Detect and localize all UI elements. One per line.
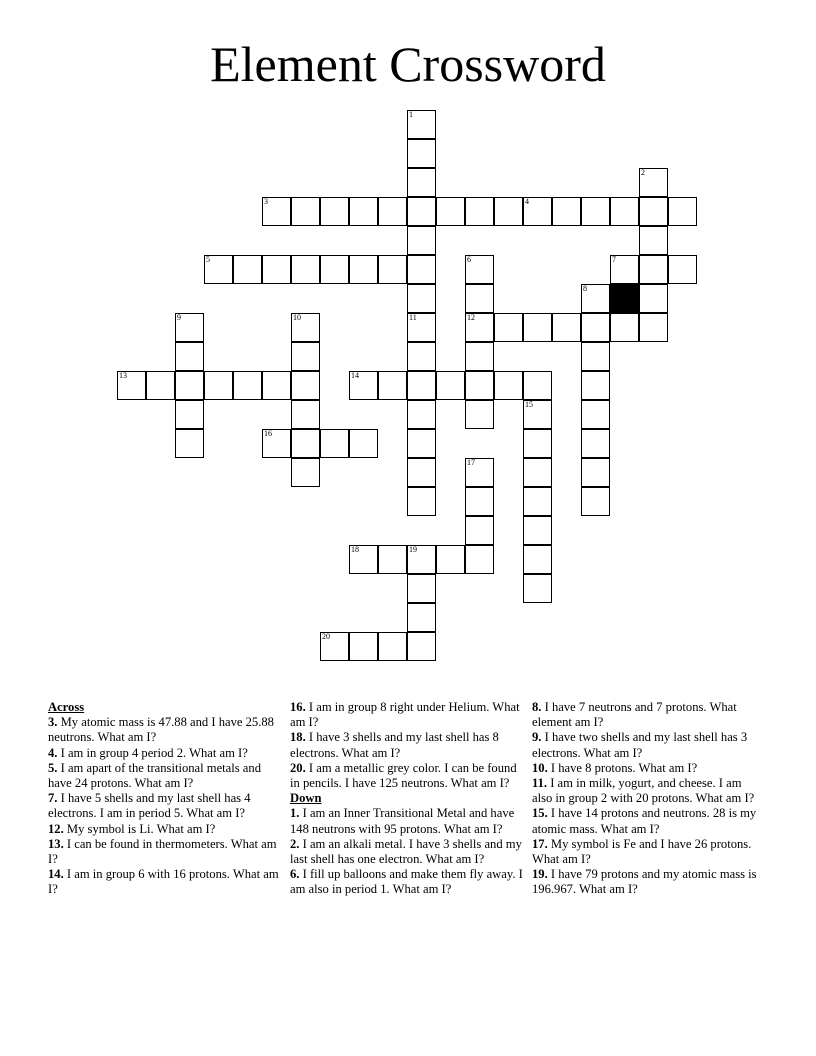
grid-cell[interactable]: [610, 197, 639, 226]
grid-cell[interactable]: [581, 313, 610, 342]
grid-cell[interactable]: [465, 458, 494, 487]
grid-cell[interactable]: [407, 168, 436, 197]
clue-across-7: 7. I have 5 shells and my last shell has 4 electrons. I am in period 5. What am I?: [48, 791, 251, 821]
cell-number: 10: [293, 313, 301, 322]
grid-cell[interactable]: [175, 400, 204, 429]
grid-cell[interactable]: [146, 371, 175, 400]
clue-down-1: 1. I am an Inner Transitional Metal and have 148 neutrons with 95 protons. What am I?: [290, 806, 515, 836]
grid-cell[interactable]: [233, 255, 262, 284]
page-title: Element Crossword: [210, 36, 606, 92]
grid-cell[interactable]: [291, 255, 320, 284]
grid-cell[interactable]: [407, 574, 436, 603]
grid-cell[interactable]: [465, 313, 494, 342]
grid-cell[interactable]: [581, 284, 610, 313]
grid-cell[interactable]: [407, 226, 436, 255]
grid-cell[interactable]: [291, 342, 320, 371]
cell-number: 13: [119, 371, 127, 380]
grid-cell[interactable]: [407, 458, 436, 487]
grid-cell[interactable]: [552, 197, 581, 226]
grid-cell[interactable]: [494, 371, 523, 400]
cell-number: 2: [641, 168, 645, 177]
grid-cell[interactable]: [378, 197, 407, 226]
grid-cell[interactable]: [378, 255, 407, 284]
cell-number: 20: [322, 632, 330, 641]
grid-cell[interactable]: [320, 632, 349, 661]
cell-number: 14: [351, 371, 359, 380]
grid-cell[interactable]: [262, 255, 291, 284]
grid-cell[interactable]: [581, 487, 610, 516]
cell-number: 5: [206, 255, 210, 264]
grid-cell[interactable]: [639, 255, 668, 284]
grid-cell[interactable]: [523, 574, 552, 603]
grid-cell[interactable]: [407, 255, 436, 284]
grid-cell[interactable]: [523, 487, 552, 516]
grid-cell[interactable]: [494, 197, 523, 226]
grid-cell[interactable]: [639, 226, 668, 255]
grid-cell[interactable]: [291, 400, 320, 429]
grid-cell[interactable]: [291, 429, 320, 458]
grid-cell[interactable]: [465, 197, 494, 226]
grid-cell[interactable]: [349, 429, 378, 458]
grid-cell[interactable]: [523, 197, 552, 226]
cell-number: 18: [351, 545, 359, 554]
grid-cell[interactable]: [581, 371, 610, 400]
grid-cell[interactable]: [639, 284, 668, 313]
cell-number: 8: [583, 284, 587, 293]
grid-cell[interactable]: [610, 255, 639, 284]
clues-column-1: [48, 700, 280, 898]
clue-down-17: 17. My symbol is Fe and I have 26 protons. What am I?: [532, 836, 752, 867]
grid-cell[interactable]: [581, 197, 610, 226]
grid-cell[interactable]: [407, 197, 436, 226]
grid-cell[interactable]: [581, 458, 610, 487]
cell-number: 4: [525, 197, 529, 206]
cell-number: 1: [409, 110, 413, 119]
grid-cell[interactable]: [349, 197, 378, 226]
grid-cell[interactable]: [349, 371, 378, 400]
grid-cell[interactable]: [465, 255, 494, 284]
grid-cell[interactable]: [523, 545, 552, 574]
grid-cell[interactable]: [291, 197, 320, 226]
grid-cell[interactable]: [407, 632, 436, 661]
clue-down-11: 11. I am in milk, yogurt, and cheese. I am also in group 2 with 20 protons. What am I?: [532, 776, 755, 806]
grid-cell[interactable]: [552, 313, 581, 342]
grid-cell[interactable]: [407, 139, 436, 168]
cell-number: 9: [177, 313, 181, 322]
grid-cell[interactable]: [407, 603, 436, 632]
cell-number: 17: [467, 458, 475, 467]
cell-number: 12: [467, 313, 475, 322]
clue-down-2: 2. I am an alkali metal. I have 3 shells and my last shell has one electron. What am I?: [290, 836, 522, 867]
grid-cell[interactable]: [349, 255, 378, 284]
grid-cell[interactable]: [262, 429, 291, 458]
grid-cell[interactable]: [639, 197, 668, 226]
grid-cell[interactable]: [610, 313, 639, 342]
grid-cell[interactable]: [523, 458, 552, 487]
grid-cell[interactable]: [523, 400, 552, 429]
grid-cell[interactable]: [465, 516, 494, 545]
grid-cell[interactable]: [407, 110, 436, 139]
grid-cell[interactable]: [262, 371, 291, 400]
grid-cell[interactable]: [378, 545, 407, 574]
cell-number: 7: [612, 255, 616, 264]
clue-down-10: 10. I have 8 protons. What am I?: [532, 760, 698, 775]
clue-across-18: 18. I have 3 shells and my last shell has 8 electrons. What am I?: [290, 730, 499, 760]
grid-cell[interactable]: [523, 516, 552, 545]
grid-cell[interactable]: [175, 342, 204, 371]
grid-cell[interactable]: [407, 429, 436, 458]
clue-down-8: 8. I have 7 neutrons and 7 protons. What element am I?: [532, 700, 737, 730]
grid-cell[interactable]: [639, 313, 668, 342]
grid-cell[interactable]: [175, 429, 204, 458]
grid-cell[interactable]: [233, 371, 262, 400]
grid-cell[interactable]: [262, 197, 291, 226]
clue-down-9: 9. I have two shells and my last shell has 3 electrons. What am I?: [532, 730, 748, 760]
grid-cell[interactable]: [407, 545, 436, 574]
grid-cell[interactable]: [407, 313, 436, 342]
grid-cell[interactable]: [523, 371, 552, 400]
cell-number: 6: [467, 255, 471, 264]
grid-cell[interactable]: [581, 400, 610, 429]
grid-cell[interactable]: [407, 487, 436, 516]
grid-cell[interactable]: [407, 400, 436, 429]
grid-cell[interactable]: [523, 429, 552, 458]
clue-across-4: 4. I am in group 4 period 2. What am I?: [48, 745, 248, 760]
cell-number: 3: [264, 197, 268, 206]
grid-cell[interactable]: [175, 313, 204, 342]
grid-cell[interactable]: [407, 284, 436, 313]
clue-down-19: 19. I have 79 protons and my atomic mass is 196.967. What am I?: [532, 867, 757, 897]
grid-cell[interactable]: [204, 255, 233, 284]
cell-number: 19: [409, 545, 417, 554]
clue-across-5: 5. I am apart of the transitional metals and have 24 protons. What am I?: [48, 760, 261, 791]
grid-cell[interactable]: [291, 371, 320, 400]
cell-number: 11: [409, 313, 417, 322]
grid-cell[interactable]: [407, 371, 436, 400]
grid-cell[interactable]: [349, 545, 378, 574]
grid-cell[interactable]: [465, 545, 494, 574]
down-heading: Down: [290, 791, 322, 806]
clue-across-16: 16. I am in group 8 right under Helium. What am I?: [290, 700, 520, 730]
grid-cell[interactable]: [436, 197, 465, 226]
grid-cell[interactable]: [668, 255, 697, 284]
grid-cell[interactable]: [175, 371, 204, 400]
cell-number: 15: [525, 400, 533, 409]
grid-cell[interactable]: [436, 545, 465, 574]
grid-cell[interactable]: [378, 632, 407, 661]
grid-cell[interactable]: [320, 255, 349, 284]
grid-cell[interactable]: [639, 168, 668, 197]
clue-across-14: 14. I am in group 6 with 16 protons. What am I?: [48, 867, 279, 897]
clue-across-3: 3. My atomic mass is 47.88 and I have 25.88 neutrons. What am I?: [48, 715, 274, 745]
grid-black-cell: [610, 284, 639, 313]
grid-cell[interactable]: [320, 429, 349, 458]
clues-column-3: [532, 700, 758, 898]
grid-cell[interactable]: [523, 313, 552, 342]
clue-across-20: 20. I am a metallic grey color. I can be found in pencils. I have 125 neutrons. What am I?: [290, 760, 517, 791]
grid-cell[interactable]: [581, 342, 610, 371]
grid-cell[interactable]: [349, 632, 378, 661]
grid-cell[interactable]: [465, 342, 494, 371]
grid-cell[interactable]: [291, 458, 320, 487]
grid-cell[interactable]: [465, 487, 494, 516]
clue-across-12: 12. My symbol is Li. What am I?: [48, 821, 216, 836]
grid-cell[interactable]: [494, 313, 523, 342]
across-heading: Across: [48, 700, 85, 714]
grid-cell[interactable]: [436, 371, 465, 400]
clue-down-6: 6. I fill up balloons and make them fly away. I am also in period 1. What am I?: [290, 867, 523, 897]
clue-across-13: 13. I can be found in thermometers. What am I?: [48, 836, 277, 867]
grid-cell[interactable]: [465, 371, 494, 400]
grid-cell[interactable]: [320, 197, 349, 226]
clues-column-2: [290, 700, 526, 898]
grid-cell[interactable]: [668, 197, 697, 226]
grid-cell[interactable]: [581, 429, 610, 458]
clue-down-15: 15. I have 14 protons and neutrons. 28 is my atomic mass. What am I?: [532, 806, 757, 836]
grid-cell[interactable]: [465, 284, 494, 313]
grid-cell[interactable]: [465, 400, 494, 429]
grid-cell[interactable]: [204, 371, 233, 400]
grid-cell[interactable]: [117, 371, 146, 400]
grid-cell[interactable]: [378, 371, 407, 400]
grid-cell[interactable]: [407, 342, 436, 371]
cell-number: 16: [264, 429, 272, 438]
grid-cell[interactable]: [291, 313, 320, 342]
